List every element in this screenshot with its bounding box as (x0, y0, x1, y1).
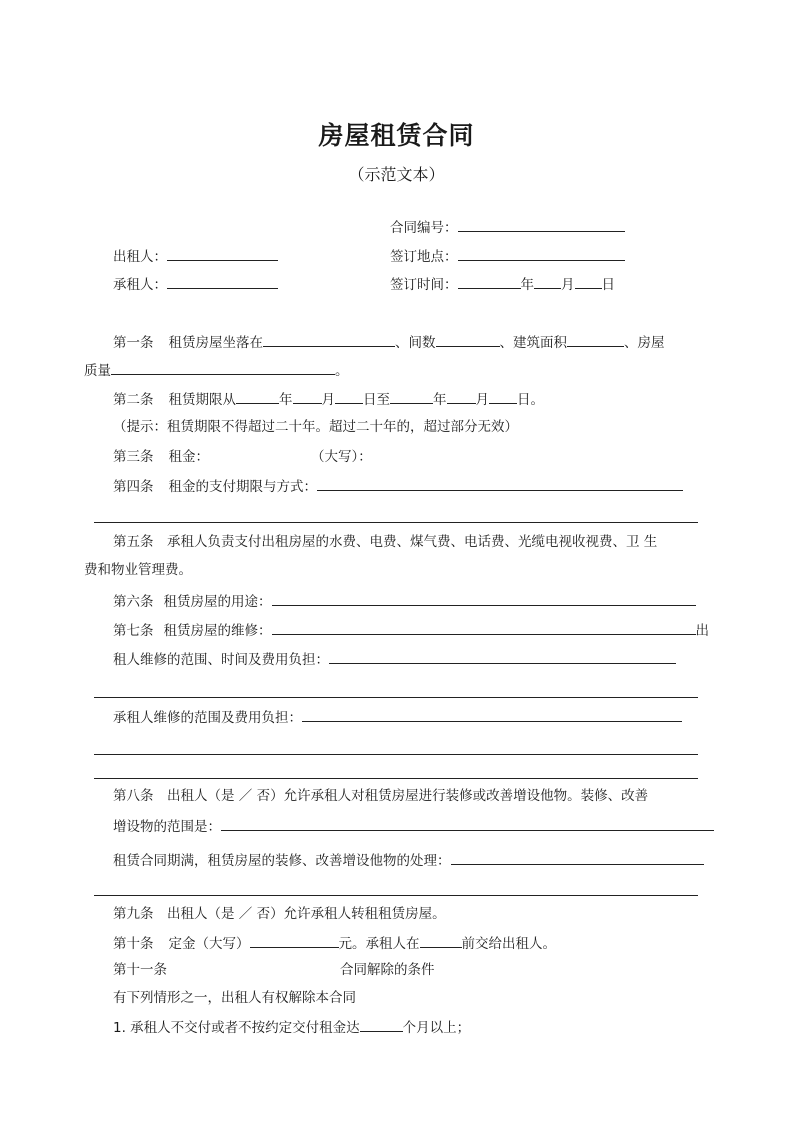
period: 。 (335, 363, 349, 379)
term-end-year-blank[interactable] (390, 389, 433, 404)
sign-day-blank[interactable] (575, 274, 602, 289)
lessee-repair-line (113, 707, 682, 727)
condition-1-tail: 个月以上； (402, 1020, 471, 1036)
deposit-tail: 前交给出租人。 (461, 936, 556, 952)
area-blank[interactable] (567, 332, 624, 347)
months-blank[interactable] (360, 1017, 403, 1032)
quality-label-a: 、房屋 (624, 335, 665, 351)
article-7-line (113, 620, 709, 640)
article-3-heading: 第三条 (113, 449, 154, 465)
renovation-scope-blank[interactable] (221, 816, 714, 831)
expire-handling-blank[interactable] (451, 850, 704, 865)
document-title: 房屋租赁合同 (318, 121, 475, 150)
deposit-label: 定金（大写） (168, 936, 250, 952)
deposit-blank[interactable] (250, 933, 339, 948)
lessee-repair-blank[interactable] (302, 707, 682, 722)
rent-caps-label: （大写）： (311, 449, 372, 465)
month-label: 月 (321, 392, 335, 408)
area-label: 、建筑面积 (499, 335, 567, 351)
deposit-date-blank[interactable] (420, 933, 462, 948)
lessee-row (113, 274, 278, 294)
article-8-scope-line (113, 816, 714, 836)
location-blank[interactable] (263, 332, 395, 347)
term-end-month-blank[interactable] (447, 389, 476, 404)
day-end-label: 日。 (517, 392, 544, 408)
lessor-repair-line (113, 649, 676, 669)
lessor-blank[interactable] (167, 246, 278, 261)
article-5-line-2: 费和物业管理费。 (84, 562, 192, 578)
article-11-heading: 第十一条 (113, 962, 167, 978)
contract-number-row (390, 217, 625, 237)
expire-handling-label: 租赁合同期满，租赁房屋的装修、改善增设他物的处理： (113, 853, 451, 869)
rooms-blank[interactable] (436, 332, 500, 347)
article-8-expire-line (113, 850, 704, 870)
article-1-heading: 第一条 (113, 335, 154, 351)
article-1-line-2 (84, 360, 349, 380)
sign-time-label: 签订时间： (390, 277, 458, 293)
location-label: 租赁房屋坐落在 (168, 335, 263, 351)
deposit-yuan-label: 元。承租人在 (338, 936, 420, 952)
article-6-heading: 第六条 (113, 594, 154, 610)
contract-number-label: 合同编号： (390, 220, 458, 236)
lessor-label: 出租人： (113, 249, 167, 265)
payment-blank[interactable] (317, 476, 683, 491)
document-subtitle: （示范文本） (348, 165, 445, 184)
day-to-label: 日至 (363, 392, 390, 408)
term-end-day-blank[interactable] (489, 389, 517, 404)
year-label: 年 (520, 277, 534, 293)
sign-month-blank[interactable] (534, 274, 561, 289)
sign-year-blank[interactable] (458, 274, 521, 289)
lessor-repair-blank[interactable] (329, 649, 676, 664)
article-7-heading: 第七条 (113, 623, 154, 639)
sign-place-row (390, 246, 625, 266)
day-label: 日 (601, 277, 615, 293)
year-label: 年 (433, 392, 447, 408)
term-start-year-blank[interactable] (236, 389, 279, 404)
article-8-line: 第八条 出租人（是 ／ 否）允许承租人对租赁房屋进行装修或改善增设他物。装修、改善 (113, 788, 649, 804)
month-label: 月 (561, 277, 575, 293)
article-3-line (113, 448, 372, 466)
year-label: 年 (279, 392, 293, 408)
termination-intro: 有下列情形之一，出租人有权解除本合同 (113, 990, 356, 1006)
article-6-line (113, 591, 696, 611)
term-label: 租赁期限从 (168, 392, 236, 408)
contract-number-blank[interactable] (458, 217, 625, 232)
lessee-blank[interactable] (167, 274, 278, 289)
rooms-label: 、间数 (395, 335, 436, 351)
lessor-row (113, 246, 278, 266)
use-label: 租赁房屋的用途： (163, 594, 272, 610)
sign-place-label: 签订地点： (390, 249, 458, 265)
sign-time-row (390, 274, 615, 294)
article-4-heading: 第四条 (113, 479, 154, 495)
payment-label: 租金的支付期限与方式： (168, 479, 317, 495)
renovation-scope-label: 增设物的范围是： (113, 819, 221, 835)
rent-label: 租金： (168, 449, 209, 465)
repair-blank[interactable] (272, 620, 696, 635)
article-1-line (113, 332, 665, 352)
article-9-line: 第九条 出租人（是 ／ 否）允许承租人转租租赁房屋。 (113, 906, 446, 922)
payment-blank-line-2[interactable] (94, 522, 698, 523)
quality-label-b: 质量 (84, 363, 111, 379)
article-10-line (113, 933, 556, 953)
term-start-month-blank[interactable] (293, 389, 322, 404)
lessee-repair-blank-line-3[interactable] (94, 778, 698, 779)
sign-place-blank[interactable] (458, 246, 625, 261)
lessee-repair-blank-line-2[interactable] (94, 754, 698, 755)
article-4-line (113, 476, 683, 496)
condition-1-label: 1. 承租人不交付或者不按约定交付租金达 (113, 1020, 360, 1036)
repair-label: 租赁房屋的维修： (163, 623, 272, 639)
quality-blank[interactable] (111, 360, 335, 375)
use-blank[interactable] (272, 591, 696, 606)
termination-condition-1 (113, 1017, 470, 1037)
repair-tail: 出 (695, 623, 709, 639)
article-10-heading: 第十条 (113, 936, 154, 952)
month-label: 月 (475, 392, 489, 408)
lessor-repair-blank-line-2[interactable] (94, 697, 698, 698)
term-tip: （提示：租赁期限不得超过二十年。超过二十年的，超过部分无效） (113, 419, 518, 435)
lessee-repair-label: 承租人维修的范围及费用负担： (113, 710, 302, 726)
article-2-line (113, 389, 544, 409)
expire-handling-blank-line-2[interactable] (94, 895, 698, 896)
article-11-title: 合同解除的条件 (340, 962, 435, 978)
lessor-repair-label: 租人维修的范围、时间及费用负担： (113, 652, 329, 668)
article-2-heading: 第二条 (113, 392, 154, 408)
lessee-label: 承租人： (113, 277, 167, 293)
term-start-day-blank[interactable] (335, 389, 363, 404)
article-5-line: 第五条 承租人负责支付出租房屋的水费、电费、煤气费、电话费、光缆电视收视费、卫 生 (113, 534, 658, 550)
